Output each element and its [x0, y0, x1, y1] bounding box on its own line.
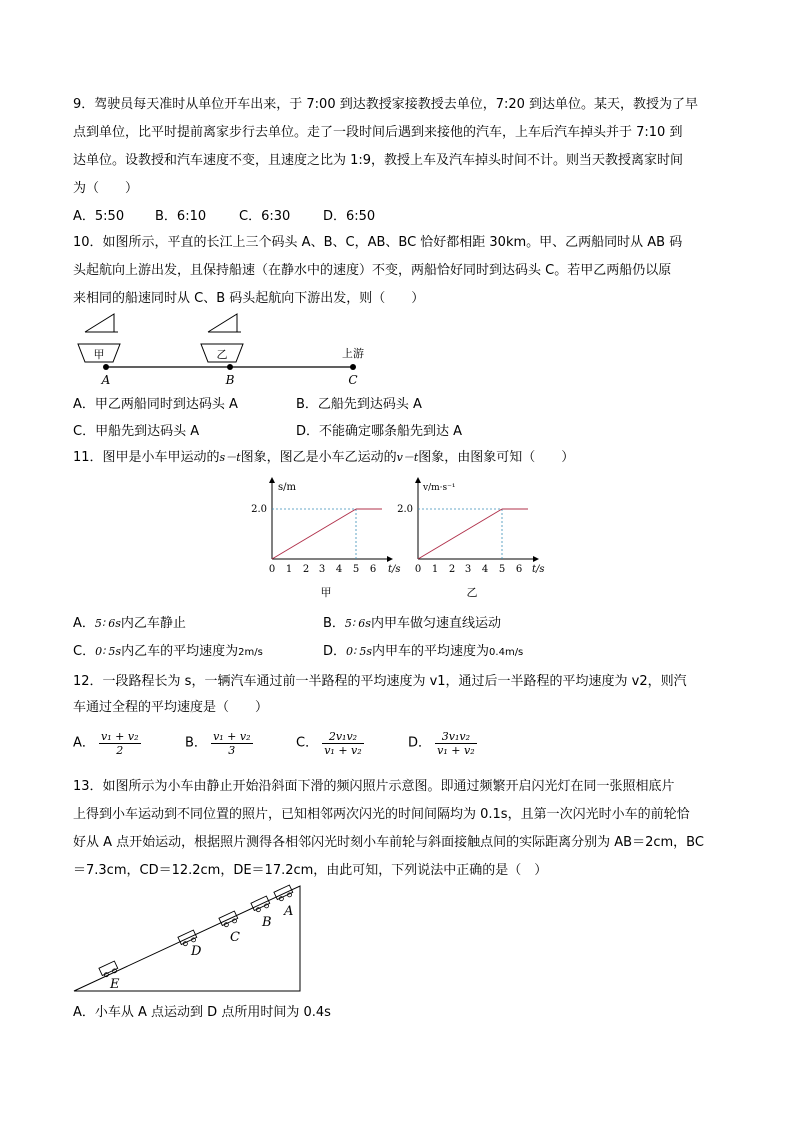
dock-c-dot [350, 364, 356, 370]
q11-stem-mid: 图象，图乙是小车乙运动的 [240, 450, 397, 465]
q13-line4: ＝7.3cm，CD＝12.2cm，DE＝17.2cm，由此可知，下列说法中正确的是（ ） [73, 863, 548, 878]
point-a-label: A [284, 904, 294, 919]
q12-option-a: A． $\frac{\text{v₁ + v₂}}{2}$ [73, 730, 139, 757]
svg-text:6: 6 [515, 564, 523, 575]
q9-line3: 达单位。设教授和汽车速度不变，且速度之比为 1:9，教授上车及汽车掉头时间不计。则当天教授离家时间 [73, 153, 684, 168]
q10-option-d: D．不能确定哪条船先到达 A [296, 424, 463, 439]
q13-line2: 上得到小车运动到不同位置的照片，已知相邻两次闪光的时间间隔均为 0.1s，且第一次闪光时小车的前轮恰 [73, 807, 690, 822]
svg-text:4: 4 [335, 564, 343, 575]
cart-e [99, 961, 119, 978]
q11-stem [73, 449, 574, 467]
boat-jia [78, 314, 120, 362]
q13-line3: 好从 A 点开始运动，根据照片测得各相邻闪光时刻小车前轮与斜面接触点间的实际距离分别为 AB＝2cm，BC [73, 835, 704, 850]
dock-c-label: C [348, 373, 358, 387]
q9-line1: 9．驾驶员每天准时从单位开车出来，于 7:00 到达教授家接教授去单位，7:20 到达单位。某天，教授为了早 [73, 97, 699, 112]
q11-option-a: A．5∶ 6s内乙车静止 [73, 616, 186, 631]
q13-line1: 13．如图所示为小车由静止开始沿斜面下滑的频闪照片示意图。即通过频繁开启闪光灯在同一张照相底片 [73, 779, 675, 794]
point-e-label: E [110, 977, 120, 992]
q9-option-c: C．6:30 [239, 209, 291, 224]
svg-text:0: 0 [414, 564, 422, 575]
graph-yi-ylabel: v/m·s⁻¹ [423, 483, 456, 493]
boat-yi-label: 乙 [216, 348, 228, 361]
q13-incline-figure [70, 880, 310, 996]
q10-option-b: B．乙船先到达码头 A [296, 397, 422, 412]
graph-yi-ytick: 2.0 [397, 504, 413, 515]
q10-line1: 10．如图所示，平直的长江上三个码头 A、B、C，AB、BC 恰好都相距 30km。甲、乙两船同时从 AB 码 [73, 235, 683, 250]
graph-yi-caption: 乙 [466, 586, 478, 599]
q11-option-b: B．5∶ 6s内甲车做匀速直线运动 [323, 616, 501, 631]
q12-line2: 车通过全程的平均速度是（ ） [73, 700, 269, 715]
q9-option-a: A．5:50 [73, 209, 125, 224]
graph-yi-ramp [418, 509, 502, 559]
point-b-label: B [262, 915, 272, 930]
cart-c [219, 911, 239, 928]
q12-line1: 12．一段路程长为 s，一辆汽车通过前一半路程的平均速度为 v1，通过后一半路程的平均速度为 v2，则汽 [73, 674, 687, 689]
q13-option-a: A．小车从 A 点运动到 D 点所用时间为 0.4s [73, 1005, 331, 1020]
svg-text:4: 4 [481, 564, 489, 575]
graph-jia-ylabel: s/m [278, 482, 296, 493]
boat-jia-label: 甲 [93, 348, 105, 361]
boat-yi [201, 314, 243, 362]
svg-text:2: 2 [448, 564, 456, 575]
graph-yi [397, 480, 544, 599]
q11-option-c: C．0∶ 5s内乙车的平均速度为2m/s [73, 644, 263, 659]
q11-graphs [240, 472, 550, 604]
q10-option-a: A．甲乙两船同时到达码头 A [73, 397, 238, 412]
q9-option-d: D．6:50 [323, 209, 376, 224]
graph-jia-ytick: 2.0 [251, 504, 267, 515]
q11-stem-pre: 11．图甲是小车甲运动的 [73, 450, 220, 465]
q10-river-figure [70, 312, 370, 390]
q11-stem-post: 图象，由图象可知（ ） [418, 450, 575, 465]
q11-option-d: D．0∶ 5s内甲车的平均速度为0.4m/s [323, 644, 524, 659]
q10-line2: 头起航向上游出发，且保持船速（在静水中的速度）不变，两船恰好同时到达码头 C。若甲乙两船仍以原 [73, 263, 672, 278]
dock-b-label: B [225, 373, 235, 387]
q9-line2: 点到单位，比平时提前离家步行去单位。走了一段时间后遇到来接他的汽车，上车后汽车掉头并于 7:10 到 [73, 125, 683, 140]
point-d-label: D [191, 944, 202, 959]
graph-jia-ramp [272, 509, 356, 559]
svg-text:3: 3 [318, 564, 326, 575]
point-c-label: C [230, 930, 240, 945]
q10-option-c: C．甲船先到达码头 A [73, 424, 200, 439]
graph-yi-xlabel: t/s [532, 564, 545, 575]
dock-b-dot [227, 364, 233, 370]
q12-option-c: C． $\frac{\text{2v₁v₂}}{\text{v₁ + v₂}}$ [296, 730, 362, 757]
svg-text:3: 3 [464, 564, 472, 575]
q9-option-b: B．6:10 [155, 209, 207, 224]
q11-vt-symbol: v－t [396, 451, 419, 464]
q12-option-b: B． $\frac{\text{v₁ + v₂}}{3}$ [185, 730, 251, 757]
svg-text:0: 0 [268, 564, 276, 575]
dock-a-label: A [101, 373, 111, 387]
q12-option-d: D． $\frac{\text{3v₁v₂}}{\text{v₁ + v₂}}$ [408, 730, 475, 757]
q10-line3: 来相同的船速同时从 C、B 码头起航向下游出发，则（ ） [73, 291, 425, 306]
svg-text:1: 1 [431, 564, 439, 575]
q11-st-symbol: s－t [219, 451, 241, 464]
svg-text:5: 5 [352, 564, 360, 575]
graph-jia [251, 480, 400, 599]
q9-line4: 为（ ） [73, 181, 139, 196]
upstream-label: 上游 [342, 347, 364, 360]
svg-text:6: 6 [369, 564, 377, 575]
svg-text:1: 1 [285, 564, 293, 575]
svg-text:5: 5 [498, 564, 506, 575]
svg-text:2: 2 [302, 564, 310, 575]
graph-jia-xlabel: t/s [388, 564, 401, 575]
graph-jia-caption: 甲 [320, 586, 332, 599]
dock-a-dot [103, 364, 109, 370]
